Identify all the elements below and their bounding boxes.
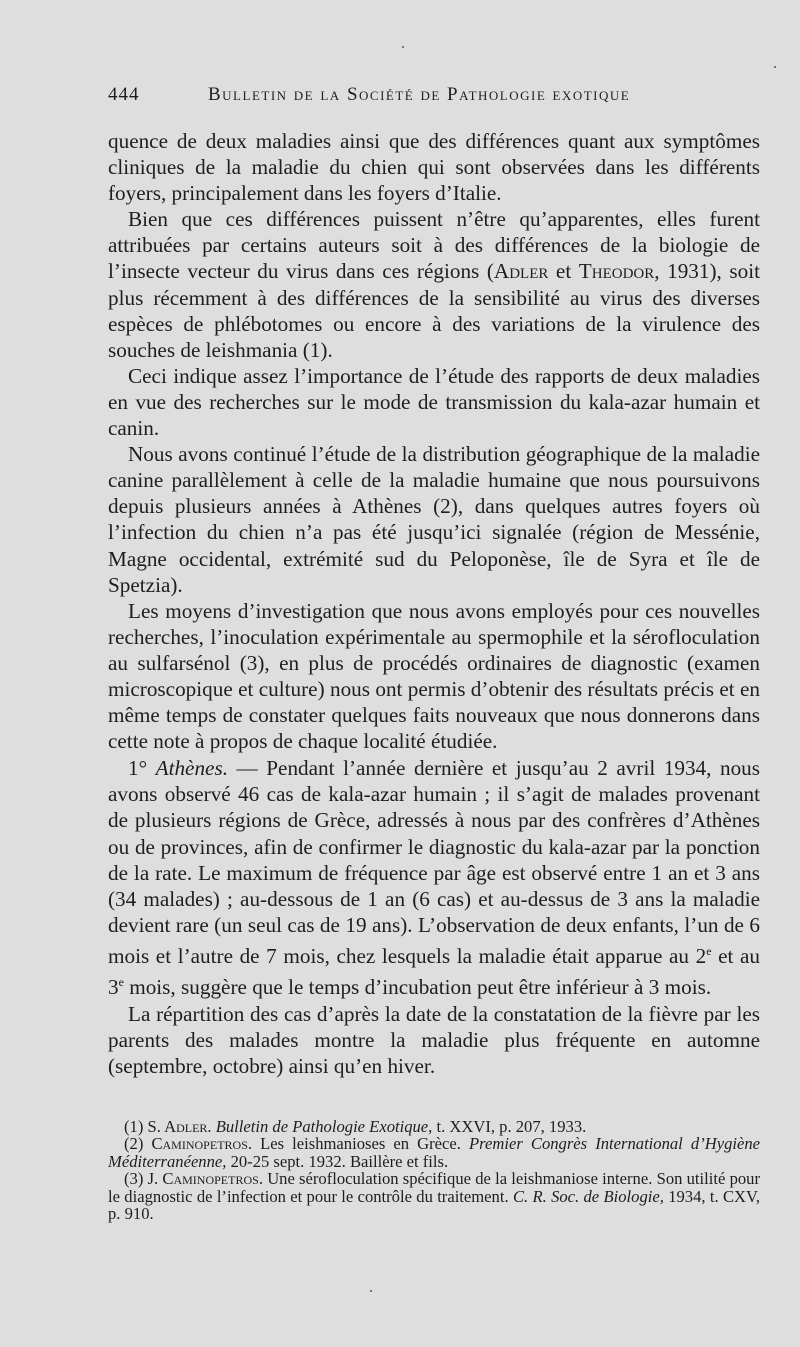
paragraph-text: , 1931), soit plus récemment à des différences de la sensibilité au virus des diverses espèces de phlébotomes ou encore à des variations de la virulence des souches de leishmania (1). [108, 259, 761, 362]
paragraph-text: mois, suggère que le temps d’incubation peut être inférieur à 3 mois. [123, 975, 712, 1000]
paragraph-text: — Pendant l’année dernière et jusqu’au 2 avril 1934, nous avons observé 46 cas de kala-azar humain ; il s’agit de malades provenant de plusieurs régions de Grèce, adressés à nous par des confrères d’Athènes ou de provinces, afin de confirmer le diagnostic du kala-azar par la ponction de la rate. Le maximum de fréquence par âge est observé entre 1 an et 3 ans (34 malades) ; au-dessous de 1 an (6 cas) et au-dessus de 3 ans la maladie devient rare (un seul cas de 19 ans). L’observation de deux enfants, l’un de 6 mois et l’autre de 7 mois, chez lesquels la maladie était apparue au 2 [108, 756, 761, 968]
paragraph-text: Nous avons continué l’étude de la distribution géographique de la maladie canine parallèlement à celle de la maladie humaine que nous poursuivons depuis plusieurs années à Athènes (2), dans quelques autres foyers où l’infection du chien n’a pas été jusqu’ici signalée (région de Messénie, Magne occidental, extrémité sud du Peloponèse, île de Syra et île de Spetzia). [108, 442, 760, 597]
footnote-title: Une sérofloculation spécifique de la leishmaniose interne. Son utilité pour le diagnostic de l’infection et pour le contrôle du traitement. [108, 1169, 760, 1206]
paragraph-text: et au 3 [108, 943, 760, 1000]
paragraph-text: et [548, 259, 579, 284]
section-number: 1° [128, 756, 148, 781]
footnote-journal: C. R. Soc. de Biologie, [512, 1186, 664, 1206]
paragraph-3 [108, 363, 760, 441]
paragraph-4 [108, 441, 760, 598]
footnote-ref: t. XXVI, p. 207, 1933. [432, 1117, 587, 1136]
paragraph-text: Bien que ces différences puissent n’être qu’apparentes, elles furent attribuées par certains auteurs soit à des différences de la biologie de l’insecte vecteur du virus dans ces régions ( [108, 207, 760, 284]
footnote-2 [108, 1135, 760, 1170]
footnote-ref: 1934, t. CXV, p. 910. [108, 1186, 760, 1224]
paragraph-7 [108, 1001, 760, 1079]
paragraph-text: La répartition des cas d’après la date de la constatation de la fièvre par les parents des malades montre la maladie plus fréquente en automne (septembre, octobre) ainsi qu’en hiver. [108, 1002, 760, 1079]
footnote-3 [108, 1170, 760, 1222]
article-body [108, 128, 760, 1080]
paragraph-1 [108, 128, 760, 206]
paragraph-2 [108, 206, 760, 363]
footnote-author: J. Caminopetros. [147, 1169, 263, 1189]
footnote-title: Les leishmanioses en Grèce. [252, 1134, 470, 1154]
footnote-author: Caminopetros. [151, 1134, 253, 1154]
footnote-author: S. Adler. [147, 1117, 212, 1136]
author-name: Adler [493, 259, 549, 284]
page-number: 444 [108, 84, 140, 105]
ink-speck [370, 1290, 372, 1292]
ink-speck [774, 66, 776, 68]
superscript: e [706, 943, 712, 958]
footnotes [108, 1118, 760, 1222]
paragraph-5 [108, 598, 760, 755]
superscript: e [118, 975, 124, 990]
running-title: Bulletin de la Société de Pathologie exotique [208, 84, 631, 105]
footnote-1 [108, 1118, 760, 1135]
paragraph-text: Ceci indique assez l’importance de l’étude des rapports de deux maladies en vue des recherches sur le mode de transmission du kala-azar humain et canin. [108, 363, 760, 441]
paragraph-athens [108, 755, 760, 1000]
footnote-mark: (2) [124, 1134, 152, 1154]
footnote-mark: (3) [124, 1169, 148, 1189]
paragraph-text: quence de deux maladies ainsi que des différences quant aux symptômes cliniques de la maladie du chien qui sont observées dans les différents foyers, principalement dans les foyers d’Italie. [108, 129, 760, 206]
ink-speck [402, 46, 404, 48]
footnote-journal: Bulletin de Pathologie Exotique, [211, 1117, 433, 1136]
footnote-journal: Premier Congrès International d’Hygiène Méditerranéenne, [108, 1134, 761, 1171]
footnote-mark: (1) [124, 1117, 148, 1136]
paragraph-text: Les moyens d’investigation que nous avons employés pour ces nouvelles recherches, l’inoculation expérimentale au spermophile et la sérofloculation au sulfarsénol (3), en plus de procédés ordinaires de diagnostic (examen microscopique et culture) nous ont permis d’obtenir des résultats précis et en même temps de constater quelques faits nouveaux que nous donnerons dans cette note à propos de chaque localité étudiée. [108, 598, 760, 754]
author-name: Theodor [578, 259, 655, 284]
section-place: Athènes. [155, 756, 228, 781]
footnote-ref: 20-25 sept. 1932. Baillère et fils. [226, 1151, 449, 1171]
